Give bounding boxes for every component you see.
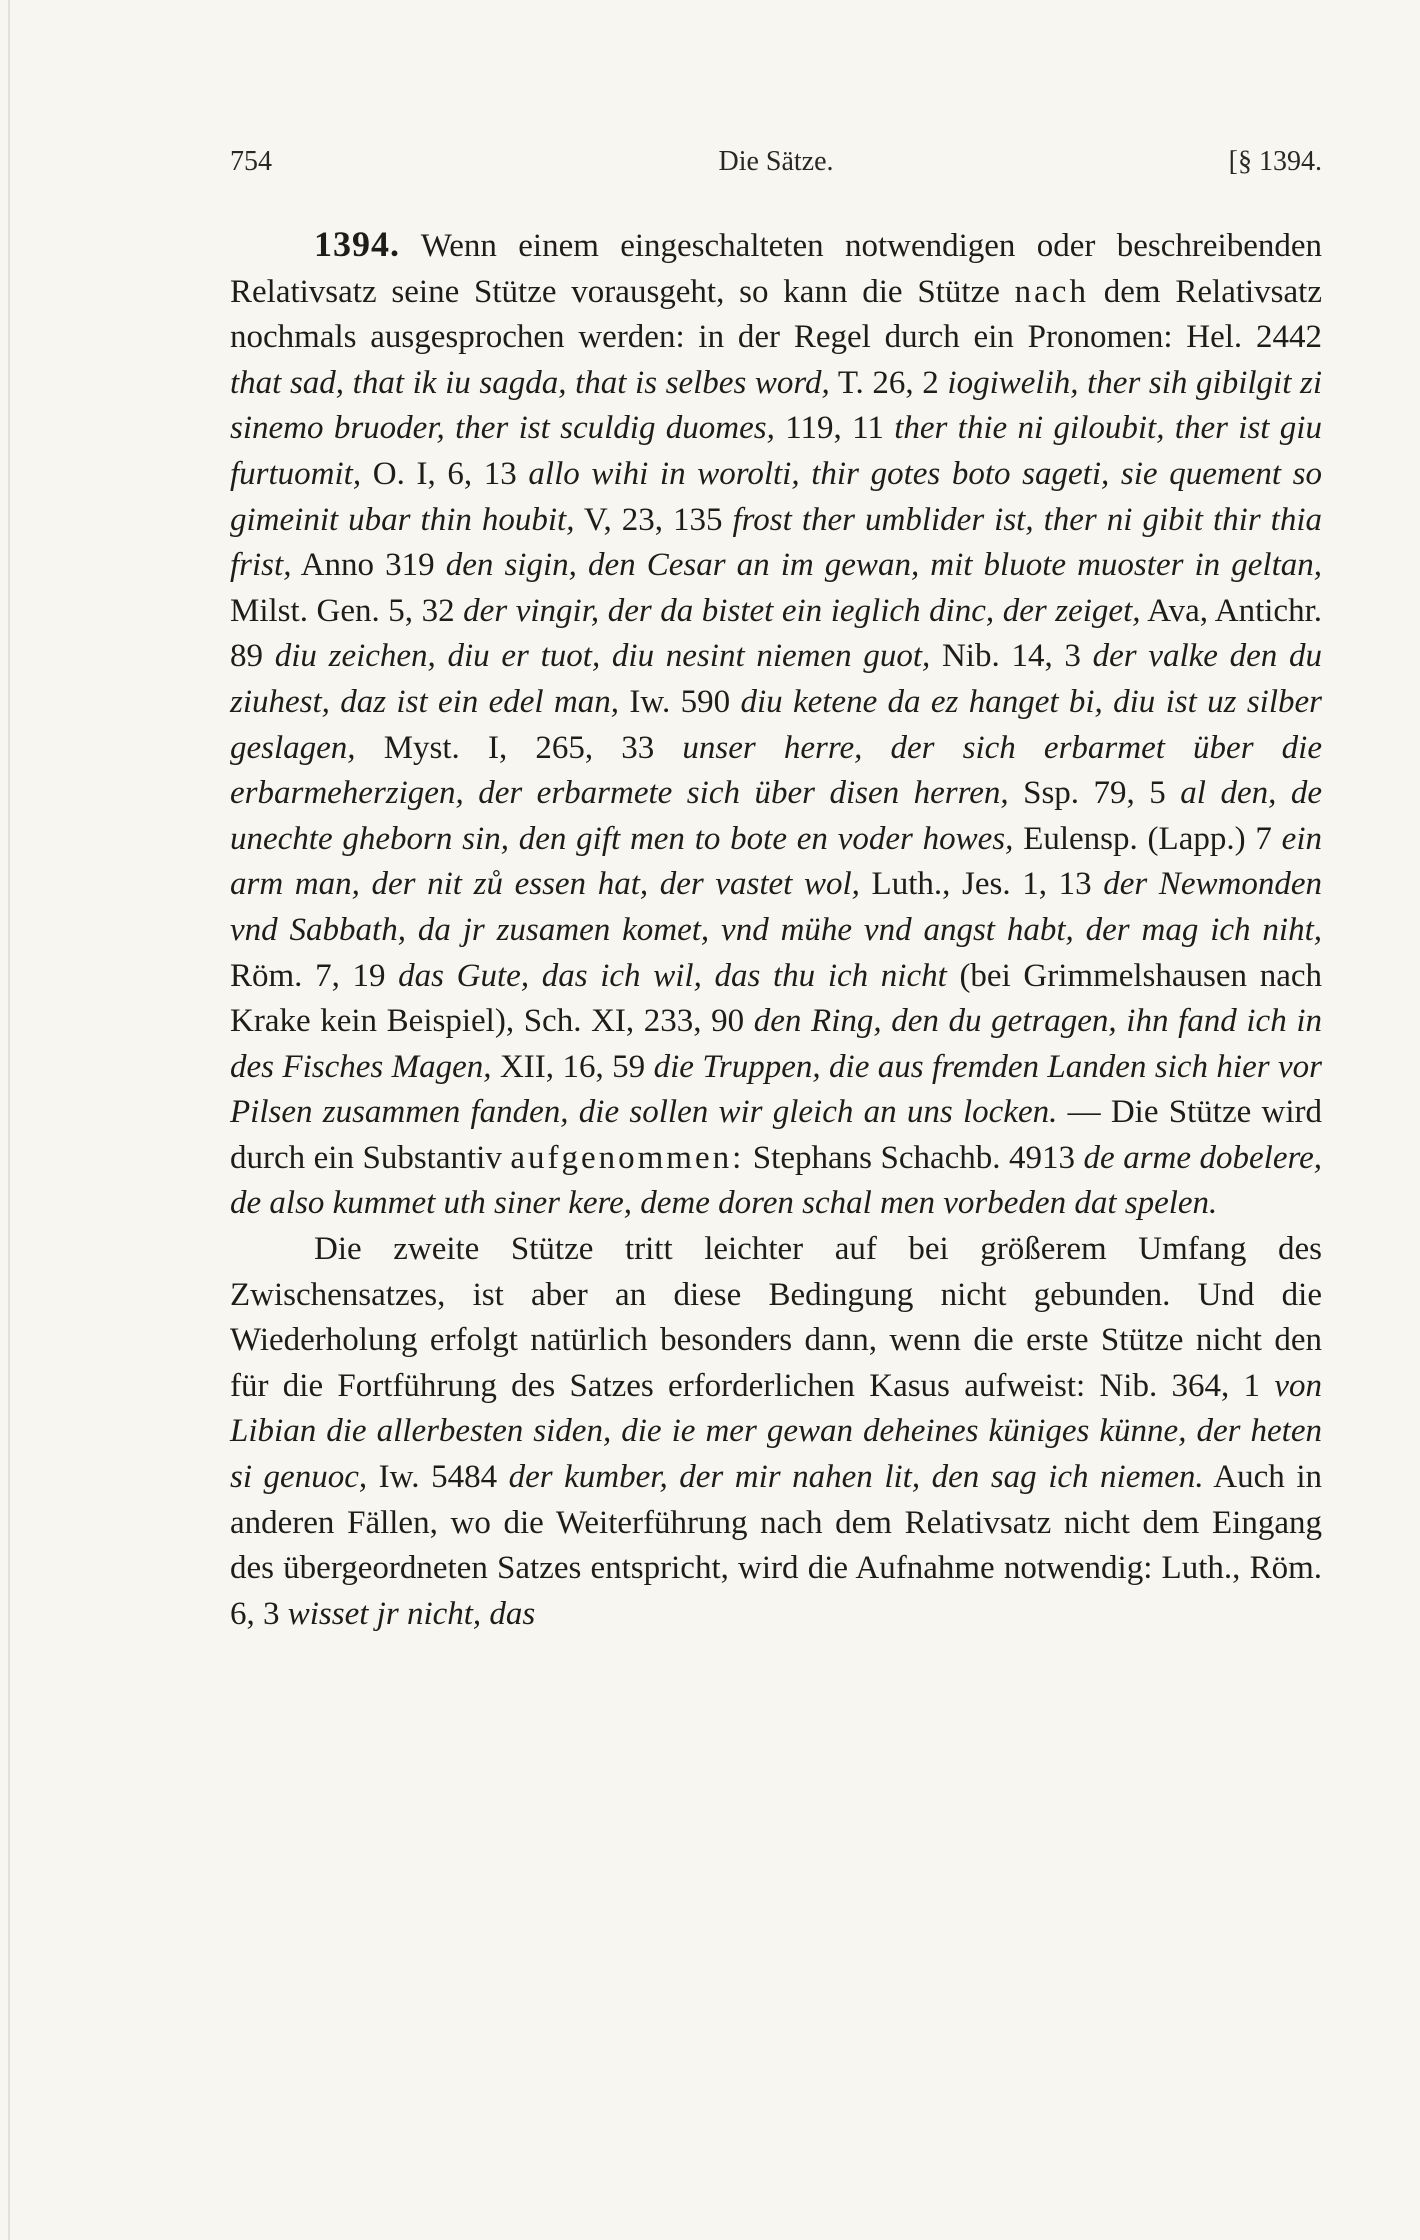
citation: V, 23, 135: [574, 501, 733, 538]
citation: Ssp. 79, 5: [1008, 775, 1181, 812]
quotation: that sad, that ik iu sagda, that is selbes word,: [230, 364, 830, 401]
quotation: diu zeichen, diu er tuot, diu nesint niemen guot,: [274, 638, 931, 675]
citation: Myst. I, 265, 33: [355, 729, 683, 766]
paragraph-2: [230, 1227, 1322, 1637]
quotation: al den, de unechte gheborn sin, den gift men to bote en voder howes,: [230, 775, 1322, 857]
citation: Luth., Jes. 1, 13: [859, 866, 1104, 903]
quotation: der Newmonden vnd Sabbath, da jr zusamen komet, vnd mühe vnd angst habt, der mag ich niht,: [230, 866, 1323, 948]
citation: Stephans Schachb. 4913: [744, 1139, 1084, 1176]
quotation: von Libian die allerbesten siden, die ie mer gewan deheines küniges künne, der heten si genuoc,: [230, 1367, 1322, 1496]
citation: XII, 16, 59: [491, 1048, 654, 1085]
page-number: 754: [230, 146, 272, 177]
citation: 119, 11: [774, 410, 895, 447]
running-header: [230, 146, 1322, 186]
section-reference: [§ 1394.: [1228, 146, 1322, 177]
citation: Milst. Gen. 5, 32: [230, 592, 464, 629]
citation: T. 26, 2: [829, 364, 948, 401]
running-title: Die Sätze.: [718, 146, 834, 177]
quotation: ther thie ni giloubit, ther ist giu furtuomit,: [230, 410, 1322, 492]
text-run: (bei Grimmelshausen nach Krake kein Beispiel), Sch. XI, 233, 90: [230, 957, 1322, 1040]
quotation: diu ketene da ez hanget bi, diu ist uz silber geslagen,: [230, 683, 1322, 766]
text-run: Auch in anderen Fällen, wo die Weiterführung nach dem Relativsatz nicht dem Eingang des übergeordneten Satzes entspricht, wird die Aufnahme notwendig: Luth., Röm. 6, 3: [230, 1459, 1322, 1632]
citation: Iw. 5484: [367, 1459, 509, 1496]
citation: Nib. 14, 3: [930, 638, 1093, 675]
quotation: der vingir, der da bistet ein ieglich dinc, der zeiget,: [463, 592, 1141, 629]
citation: Röm. 7, 19: [230, 957, 399, 994]
quotation: das Gute, das ich wil, das thu ich nicht: [398, 957, 947, 994]
text-run: Wenn einem eingeschalteten notwendigen oder beschreibenden Relativsatz seine Stütze vorausgeht, so kann die Stütze: [230, 228, 1322, 310]
quotation: frost ther umblider ist, ther ni gibit thir thia frist,: [230, 501, 1323, 584]
text-run: Die zweite Stütze tritt leichter auf bei größerem Umfang des Zwischensatzes, ist aber an diese Bedingung nicht gebunden. Und die Wiederholung erfolgt natürlich besonders dann, wenn die erste Stütze nicht den für die Fortführung des Satzes erforderlichen Kasus aufweist: Nib. 364, 1: [230, 1231, 1322, 1404]
section-number: 1394.: [314, 224, 400, 264]
quotation: wisset jr nicht, das: [287, 1595, 536, 1632]
citation: O. I, 6, 13: [361, 455, 529, 492]
quotation: die Truppen, die aus fremden Landen sich hier vor Pilsen zusammen fanden, die sollen wir gleich an uns locken.: [230, 1048, 1323, 1131]
quotation: ein arm man, der nit zů essen hat, der vastet wol,: [230, 820, 1322, 903]
text-run: dem Relativsatz nochmals ausgesprochen werden: in der Regel durch ein Pronomen: Hel. 2442: [230, 273, 1322, 356]
citation: Eulensp. (Lapp.) 7: [1013, 820, 1282, 857]
quotation: de arme dobelere, de also kummet uth siner kere, deme doren schal men vorbeden dat spelen.: [230, 1139, 1322, 1222]
quotation: der valke den du ziuhest, daz ist ein edel man,: [230, 638, 1323, 720]
quotation: den Ring, den du getragen, ihn fand ich in des Fisches Magen,: [230, 1003, 1322, 1085]
page-edge: [8, 0, 10, 2240]
quotation: iogiwelih, ther sih gibilgit zi sinemo bruoder, ther ist sculdig duomes,: [230, 364, 1323, 447]
quotation: allo wihi in worolti, thir gotes boto sageti, sie quement so gimeinit ubar thin houbit,: [230, 455, 1322, 538]
citation: Anno 319: [291, 547, 446, 584]
quotation: den sigin, den Cesar an im gewan, mit bluote muoster in geltan,: [445, 547, 1322, 584]
quotation: der kumber, der mir nahen lit, den sag ich niemen.: [508, 1459, 1204, 1496]
quotation: unser herre, der sich erbarmet über die erbarmeherzigen, der erbarmete sich über disen herren,: [230, 729, 1323, 812]
citation: Iw. 590: [619, 683, 741, 720]
text-run: — Die Stütze wird durch ein Substantiv: [230, 1094, 1322, 1176]
spaced-word: nach: [1014, 273, 1089, 310]
body-text: [230, 222, 1322, 1637]
paragraph-1: [230, 222, 1322, 1227]
spaced-word: aufgenommen:: [510, 1139, 745, 1176]
citation: Ava, Antichr. 89: [230, 592, 1322, 675]
